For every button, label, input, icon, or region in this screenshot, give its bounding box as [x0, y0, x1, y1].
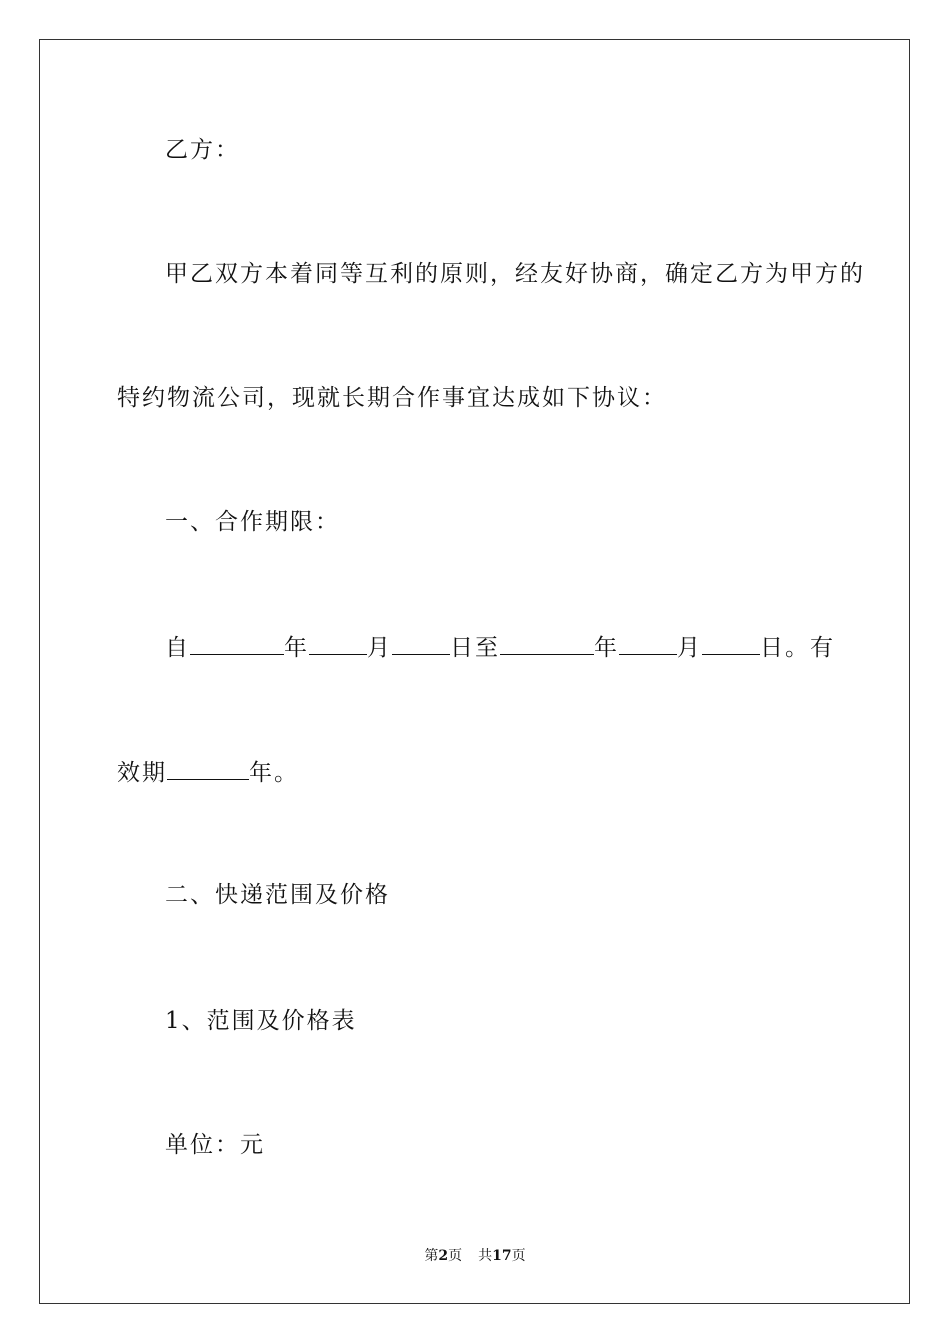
item-scope-price-table: 1、范围及价格表	[165, 1008, 357, 1034]
intro-paragraph-line-2: 特约物流公司，现就长期合作事宜达成如下协议：	[117, 385, 667, 411]
end-day-label: 日。有	[760, 635, 835, 661]
end-month-label: 月	[677, 635, 702, 661]
validity-suffix: 年。	[249, 760, 299, 786]
end-day-blank	[702, 632, 760, 655]
end-year-label: 年	[594, 635, 619, 661]
start-month-label: 月	[367, 635, 392, 661]
end-month-blank	[619, 632, 677, 655]
page-border	[39, 39, 910, 1304]
unit-label: 单位：元	[165, 1132, 265, 1158]
start-year-blank	[190, 632, 284, 655]
page-total-suffix: 页	[511, 1248, 526, 1264]
page-total-prefix: 共	[478, 1248, 493, 1264]
term-from-label: 自	[165, 635, 190, 661]
start-year-label: 年	[284, 635, 309, 661]
page-footer	[0, 1247, 950, 1265]
page-number-suffix: 页	[448, 1248, 463, 1264]
intro-paragraph-line-1: 甲乙双方本着同等互利的原则，经友好协商，确定乙方为甲方的	[165, 261, 865, 287]
page-number-prefix: 第	[424, 1248, 439, 1264]
term-dates-line	[165, 632, 835, 663]
validity-years-blank	[167, 757, 249, 780]
validity-prefix: 效期	[117, 760, 167, 786]
page-total-count: 17	[492, 1248, 512, 1264]
end-year-blank	[500, 632, 594, 655]
section-heading-cooperation-term: 一、合作期限：	[165, 509, 340, 535]
start-day-label: 日至	[450, 635, 500, 661]
section-heading-delivery-scope: 二、快递范围及价格	[165, 882, 390, 908]
validity-line	[117, 757, 299, 788]
start-day-blank	[392, 632, 450, 655]
start-month-blank	[309, 632, 367, 655]
page-number-current: 2	[438, 1248, 449, 1264]
party-b-label: 乙方：	[165, 137, 240, 163]
